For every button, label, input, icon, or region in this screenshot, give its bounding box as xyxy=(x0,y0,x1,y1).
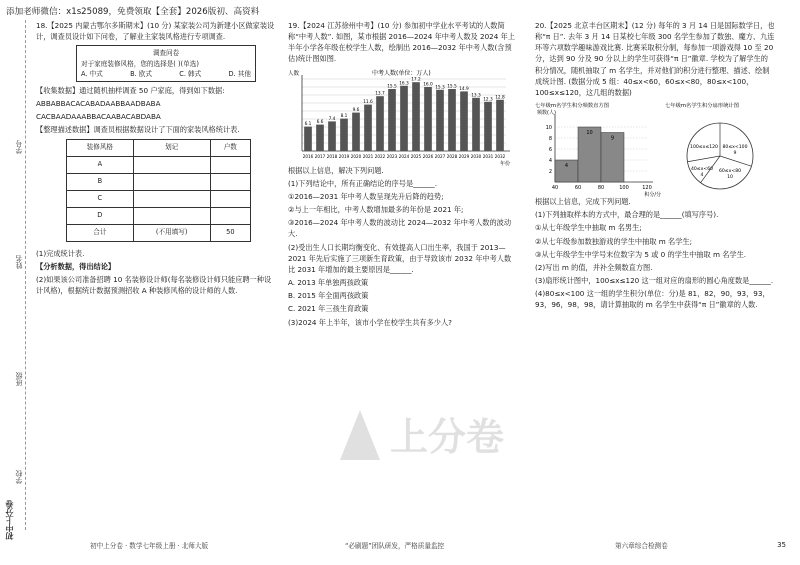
bar xyxy=(364,104,372,150)
pie-slice-value: 10 xyxy=(727,175,733,181)
sidebar-label-school: 学校 xyxy=(15,470,23,484)
q19-opt1: ①2016—2031 年中考人数呈现先升后降的趋势; xyxy=(288,191,444,201)
q20-sub4: (4)80≤x<100 这一组的学生积分(单位：分)是 81，82，90，93，93，93，96，98，98，请计算抽取的 m 名学生中获得“π 日”徽章的人数. xyxy=(535,289,770,310)
bar-label: 6.1 xyxy=(304,121,312,127)
q19-sub2: (2)受出生人口长期均衡变化、有效提高人口出生率，我国于 2013—2021 年先后实施了三项新生育政策，由于导致该市 2032 年中考人数比 2031 年增加的最主要原因是______. xyxy=(288,242,512,274)
x-tick-label: 2024 xyxy=(398,153,410,159)
bar-label: 8.1 xyxy=(340,113,348,119)
table-cell: C xyxy=(67,190,134,207)
y-tick-label: 10 xyxy=(545,125,552,132)
x-tick-label: 2021 xyxy=(362,153,374,159)
q20-sub1: (1)下列抽取样本的方式中，最合理的是______(填写序号). xyxy=(535,210,719,220)
chart-title: 七年级m名学生积分扇形统计图 xyxy=(665,103,740,110)
bar-label: 16.3 xyxy=(399,80,409,86)
bar-label: 9 xyxy=(610,135,615,142)
x-tick-label: 2022 xyxy=(374,153,386,159)
table-cell xyxy=(133,173,210,190)
x-tick-label: 2031 xyxy=(482,153,494,159)
table-cell: 合计 xyxy=(67,224,134,241)
binding-line xyxy=(25,20,26,530)
table-header: 划记 xyxy=(133,139,210,156)
watermark-logo xyxy=(330,405,505,468)
bar-label: 6.6 xyxy=(316,119,324,125)
x-tick-label: 2023 xyxy=(386,153,398,159)
q19-opt3: ③2016—2024 年中考人数的波动比 2024—2032 年中考人数的波动大. xyxy=(288,218,512,239)
x-tick-label: 2029 xyxy=(458,153,470,159)
question-19 xyxy=(288,20,518,330)
y-axis-label: 频数(人) xyxy=(537,110,556,117)
bar-label: 13.7 xyxy=(375,91,385,97)
table-cell: B xyxy=(67,173,134,190)
chart-19 xyxy=(288,67,516,165)
bar xyxy=(448,89,456,151)
x-tick-label: 2020 xyxy=(350,153,362,159)
q19-lead: 根据以上信息，解决下列问题. xyxy=(288,165,384,175)
q19-choice-b: B. 2015 年全面两孩政策 xyxy=(288,291,369,301)
pie-slice-value: 4 xyxy=(700,173,704,179)
bar-label: 7.4 xyxy=(328,116,336,122)
q20-title: 20.【2025 北京丰台区期末】(12 分) 每年的 3 月 14 日是国际数学日，也称“π 日”. 去年 3 月 14 日某校七年级 300 名学生参加了数独、魔方、九连环等六项数学趣味游戏比赛. 比赛采取积分制，每参加一项游戏得 10 至 20 分，达到 90 分及 90 分以上的学生可获得“π 日”徽章. 学校为了解学生的积分情况，随机抽取了 m 名学生，并对他们的积分进行整理、描述、绘制成统计图. (数据分成 5 组：40≤x<60，60≤x<80，80≤x<100，100≤x≤120，这几组的数据) xyxy=(535,21,775,97)
x-tick-label: 60 xyxy=(574,185,582,192)
footer-center: “必刷题”团队研发，严格质量监控 xyxy=(345,542,445,550)
rocket-icon xyxy=(340,410,380,460)
bar-label: 12.3 xyxy=(483,96,493,102)
bar-label: 4 xyxy=(564,163,569,170)
bar-label: 17.2 xyxy=(411,77,421,83)
q20-sub2: (2)写出 m 的值，并补全频数直方图. xyxy=(535,262,653,272)
q18-sub1: (1)完成统计表. xyxy=(36,248,85,258)
table-cell xyxy=(133,156,210,173)
sidebar-brand: 初中上分卷 xyxy=(5,500,14,540)
x-tick-label: 2019 xyxy=(338,153,350,159)
bar xyxy=(400,85,408,150)
q18-seq2: CACBAADAAABBACAABACABDABA xyxy=(36,112,161,122)
watermark-text: 上分卷 xyxy=(390,415,505,459)
survey-question: 对于家庭装修风格，您的选择是( )(单选) xyxy=(81,59,199,68)
q20-charts xyxy=(535,100,775,199)
table-row xyxy=(67,190,251,207)
question-18 xyxy=(36,20,276,298)
x-tick-label: 2028 xyxy=(446,153,458,159)
bar xyxy=(424,87,432,151)
table-cell xyxy=(133,190,210,207)
survey-box xyxy=(76,45,256,82)
q18-sub2: (2)如果该公司准备招聘 10 名装修设计师(每名装修设计师只能应聘一种设计风格)，根据统计数据预测招收 A 种装修风格的设计师的人数. xyxy=(36,274,272,296)
table-header: 装修风格 xyxy=(67,139,134,156)
table-cell xyxy=(210,207,250,224)
x-tick-label: 2027 xyxy=(434,153,446,159)
q18-seq1: ABBABBACACABADAABBAADBABA xyxy=(36,99,161,109)
x-tick-label: 2032 xyxy=(494,153,506,159)
survey-option: D. 其他 xyxy=(228,69,251,78)
bar xyxy=(316,124,324,150)
survey-option: B. 欧式 xyxy=(130,69,152,78)
table-cell: 50 xyxy=(210,224,250,241)
pie-slice-label: 80≤x<100 xyxy=(722,145,748,151)
table-cell xyxy=(133,207,210,224)
bar-label: 15.3 xyxy=(435,84,445,90)
chart-20-pie xyxy=(665,100,775,196)
sidebar-label-class: 班级 xyxy=(15,372,23,386)
q19-sub3: (3)2024 年上半年，该市小学在校学生共有多少人? xyxy=(288,317,452,327)
bar xyxy=(352,112,360,150)
q19-title: 19.【2024 江苏徐州中考】(10 分) 参加初中学业水平考试的人数简称“中考人数”. 如图，某市根据 2016—2024 年中考人数及 2024 年上半年小学各年级在校学生人数，绘制出 2016—2032 年中考人数(含预估)统计图如图. xyxy=(288,21,515,64)
table-row xyxy=(67,173,251,190)
pie-slice-label: 100≤x≤120 xyxy=(690,145,718,151)
sidebar-label-id: 学号 xyxy=(15,140,23,154)
bar xyxy=(304,126,312,150)
bar xyxy=(472,97,480,150)
table-cell xyxy=(210,190,250,207)
bar xyxy=(484,101,492,150)
q18-collect: 【收集数据】通过随机抽样调查 50 户家庭，得到如下数据: xyxy=(36,85,225,95)
q20-opt2: ②从七年级参加数独游戏的学生中抽取 m 名学生; xyxy=(535,236,693,246)
q19-choice-a: A. 2013 年单独两孩政策 xyxy=(288,278,369,288)
q19-opt2: ②与上一年相比，中考人数增加最多的年份是 2021 年; xyxy=(288,205,464,215)
table-row xyxy=(67,156,251,173)
q18-organize: 【整理描述数据】调查员根据数据设计了下面的家装风格统计表. xyxy=(36,125,240,135)
pie-slice-label: 60≤x<80 xyxy=(718,169,742,175)
bar xyxy=(496,99,504,150)
survey-options xyxy=(81,69,251,79)
chart-title: 中考人数(单位：万人) xyxy=(372,69,431,77)
q20-opt1: ①从七年级学生中抽取 m 名男生; xyxy=(535,223,642,233)
x-tick-label: 2018 xyxy=(326,153,338,159)
y-tick-label: 8 xyxy=(548,136,552,143)
bar xyxy=(460,91,468,151)
bar-label: 16.0 xyxy=(423,82,433,88)
header-note: 添加老师微信：x1s25089，免费领取【全套】2026版初、高资料 xyxy=(6,7,260,17)
q19-sub1: (1)下列结论中，所有正确结论的序号是______. xyxy=(288,178,438,188)
bar xyxy=(376,96,384,151)
x-axis-label: 年份 xyxy=(500,160,511,167)
x-tick-label: 80 xyxy=(597,185,605,192)
x-tick-label: 100 xyxy=(619,185,629,192)
bar-label: 15.5 xyxy=(387,84,397,90)
style-table xyxy=(66,139,251,242)
x-axis-label: 积分/分 xyxy=(644,192,661,199)
bar-label: 15.5 xyxy=(447,84,457,90)
chart-title: 七年级m名学生积分频数直方图 xyxy=(535,103,610,110)
q19-choice-c: C. 2021 年三孩生育政策 xyxy=(288,304,369,314)
y-tick-label: 2 xyxy=(548,169,552,176)
table-row xyxy=(67,207,251,224)
survey-title: 调查问卷 xyxy=(152,49,180,58)
bar-label: 10 xyxy=(586,130,593,137)
bar-label: 9.6 xyxy=(352,107,360,113)
footer-right: 第六章综合检测卷 xyxy=(615,542,668,550)
q20-sub3: (3)扇形统计图中，100≤x≤120 这一组对应的扇形的圆心角度数是______. xyxy=(535,276,774,286)
x-tick-label: 40 xyxy=(551,185,559,192)
q20-lead: 根据以上信息，完成下列问题. xyxy=(535,197,631,207)
x-tick-label: 2030 xyxy=(470,153,482,159)
x-tick-label: 2025 xyxy=(410,153,422,159)
table-cell xyxy=(210,156,250,173)
table-cell: A xyxy=(67,156,134,173)
table-row xyxy=(67,224,251,241)
y-tick-label: 4 xyxy=(548,158,552,165)
bar xyxy=(340,118,348,150)
sidebar-label-name: 姓名 xyxy=(15,255,23,269)
q18-analyze: 【分析数据，得出结论】 xyxy=(36,261,116,271)
x-tick-label: 2016 xyxy=(302,153,314,159)
x-tick-label: 2026 xyxy=(422,153,434,159)
x-tick-label: 2017 xyxy=(314,153,326,159)
bar-label: 14.9 xyxy=(459,86,469,92)
chart-20-histogram xyxy=(535,100,661,199)
q18-title: 18.【2025 内蒙古鄂尔多斯期末】(10 分) 某家装公司为新建小区做家装设计，调查员设计如下问卷，了解业主家装风格进行专项调查. xyxy=(36,21,275,42)
x-tick-label: 120 xyxy=(642,185,652,192)
survey-option: C. 韩式 xyxy=(179,69,202,78)
y-tick-label: 6 xyxy=(548,147,552,154)
table-header: 户数 xyxy=(210,139,250,156)
table-cell: D xyxy=(67,207,134,224)
bar xyxy=(412,82,420,151)
bar xyxy=(328,121,336,151)
question-20 xyxy=(535,20,775,313)
bar-label: 11.6 xyxy=(363,99,373,105)
footer-left: 初中上分卷 · 数学七年级上册 · 北师大版 xyxy=(90,542,209,550)
pie-slice-value: 9 xyxy=(733,151,737,157)
bar xyxy=(388,89,396,151)
q20-opt3: ③从七年级学生中学号末位数字为 5 或 0 的学生中抽取 m 名学生. xyxy=(535,249,747,259)
table-cell: (不用填写) xyxy=(133,224,210,241)
bar-label: 12.8 xyxy=(495,94,505,100)
table-cell xyxy=(210,173,250,190)
bar xyxy=(436,89,444,150)
page-number: 35 xyxy=(777,541,786,549)
survey-option: A. 中式 xyxy=(81,69,103,78)
bar-label: 13.3 xyxy=(471,92,481,98)
y-axis-label: 人数 xyxy=(288,70,300,77)
pie-slice-label: 40≤x<60 xyxy=(690,167,714,173)
